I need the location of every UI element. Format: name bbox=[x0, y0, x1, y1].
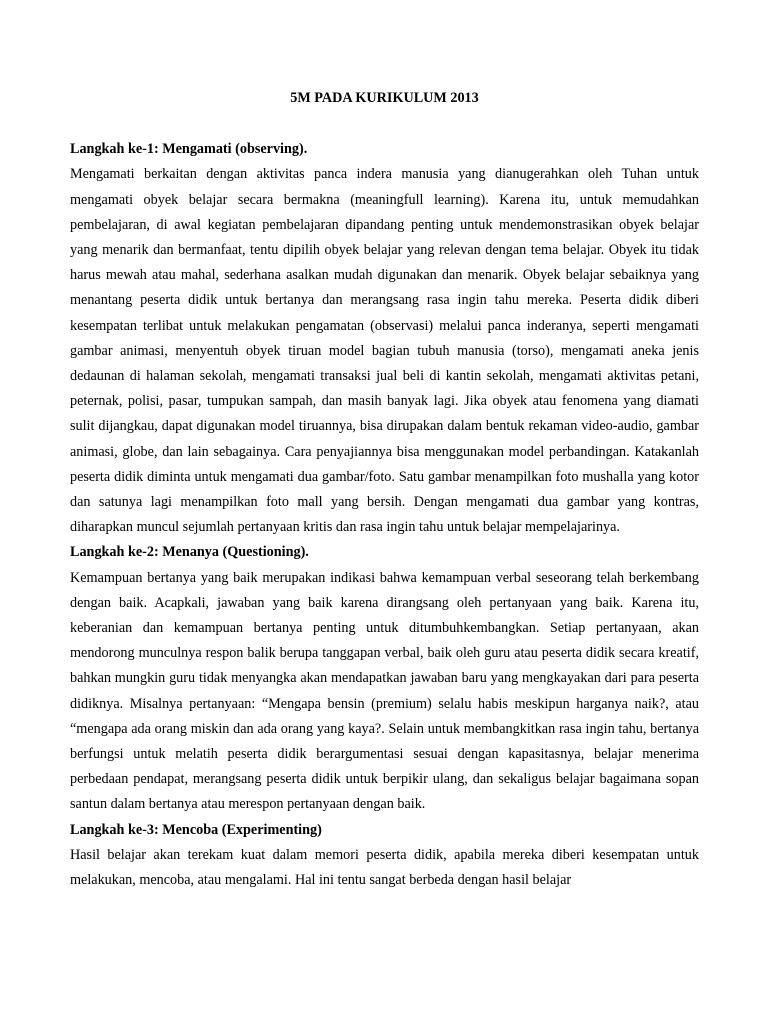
section-observing bbox=[70, 137, 699, 540]
title-spacing bbox=[70, 111, 699, 137]
section-paragraph-questioning: Kemampuan bertanya yang baik merupakan indikasi bahwa kemampuan verbal seseorang telah berkembang dengan baik. Acapkali, jawaban yang baik karena dirangsang oleh pertanyaan yang baik. Karena itu, keberanian dan kemampuan bertanya penting untuk ditumbuhkembangkan. Setiap pertanyaan, akan mendorong munculnya respon balik berupa tanggapan verbal, baik oleh guru atau peserta didik secara kreatif, bahkan mungkin guru tidak menyangka akan mendapatkan jawaban baru yang mengkayakan dari para peserta didiknya. Misalnya pertanyaan: “Mengapa bensin (premium) selalu habis meskipun harganya naik?, atau “mengapa ada orang miskin dan ada orang yang kaya?. Selain untuk membangkitkan rasa ingin tahu, bertanya berfungsi untuk melatih peserta didik berargumentasi sesuai dengan kapasitasnya, belajar menerima perbedaan pendapat, merangsang peserta didik untuk berpikir ulang, dan sekaligus belajar bagaimana sopan santun dalam bertanya atau merespon pertanyaan dengan baik. bbox=[70, 569, 699, 813]
section-experimenting bbox=[70, 818, 699, 894]
section-heading-observing: Langkah ke-1: Mengamati (observing). bbox=[70, 141, 308, 158]
document-title: 5M PADA KURIKULUM 2013 bbox=[290, 90, 479, 106]
section-paragraph-experimenting: Hasil belajar akan terekam kuat dalam memori peserta didik, apabila mereka diberi kesempatan untuk melakukan, mencoba, atau mengalami. Hal ini tentu sangat berbeda dengan hasil belajar bbox=[70, 846, 699, 889]
section-heading-experimenting: Langkah ke-3: Mencoba (Experimenting) bbox=[70, 821, 322, 838]
document-body bbox=[70, 86, 699, 893]
section-paragraph-observing: Mengamati berkaitan dengan aktivitas panca indera manusia yang dianugerahkan oleh Tuhan untuk mengamati obyek belajar secara bermakna (meaningfull learning). Karena itu, untuk memudahkan pembelajaran, di awal kegiatan pembelajaran dipandang penting untuk mendemonstrasikan obyek belajar yang menarik dan bermanfaat, tentu dipilih obyek belajar yang relevan dengan tema belajar. Obyek itu tidak harus mewah atau mahal, sederhana asalkan mudah digunakan dan menarik. Obyek belajar sebaiknya yang menantang peserta didik untuk bertanya dan merangsang rasa ingin tahu mereka. Peserta didik diberi kesempatan terlibat untuk melakukan pengamatan (observasi) melalui panca inderanya, seperti mengamati gambar animasi, menyentuh obyek tiruan model bagian tubuh manusia (torso), mengamati aneka jenis dedaunan di halaman sekolah, mengamati transaksi jual beli di kantin sekolah, mengamati aktivitas petani, peternak, polisi, pasar, tumpukan sampah, dan masih banyak lagi. Jika obyek atau fenomena yang diamati sulit dijangkau, dapat digunakan model tiruannya, bisa dirupakan dalam bentuk rekaman video-audio, gambar animasi, globe, dan lain sebagainya. Cara penyajiannya bisa menggunakan model perbandingan. Katakanlah peserta didik diminta untuk mengamati dua gambar/foto. Satu gambar menampilkan foto mushalla yang kotor dan satunya lagi menampilkan foto mall yang bersih. Dengan mengamati dua gambar yang kontras, diharapkan muncul sejumlah pertanyaan kritis dan rasa ingin tahu untuk belajar mempelajarinya. bbox=[70, 166, 699, 536]
section-questioning bbox=[70, 540, 699, 817]
section-heading-questioning: Langkah ke-2: Menanya (Questioning). bbox=[70, 544, 309, 561]
